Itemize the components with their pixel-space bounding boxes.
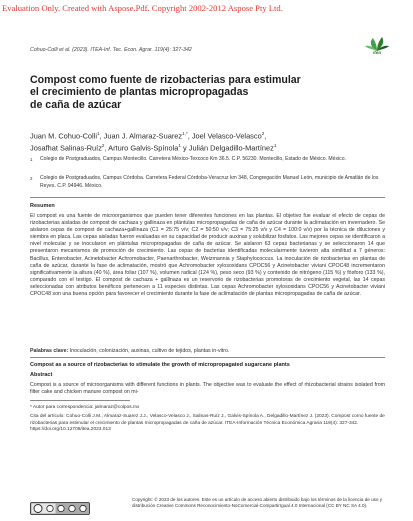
affiliation-2 [30,175,390,190]
abstract-heading: Abstract [30,372,53,378]
keywords-label: Palabras clave: [30,348,69,354]
author-affiliation-mark: 2 [261,131,265,136]
author-name: Joel Velasco-Velasco [191,131,262,141]
author-name: Juan M. Cohuo-Colli [30,131,97,141]
resumen-heading: Resumen [30,203,55,209]
article-title [30,74,370,111]
citation-note: Cita del artículo: Cohuo-Colli J.M., Almaraz-Suarez J.J., Velasco-Velasco J., Salinas-Ruíz J., Galvis-Spínola A., Delgadillo-Martínez J. (2023). Compost como fuente de rizobacterias para estimular el crecimiento de plantas micropropagadas de caña de azúcar. ITEA-Información Técnica Económica Agraria 119(4): 327-342. https://doi.org/10.12706/itea.2023.013 [30,414,385,433]
author-affiliation-mark: 1 [273,142,277,148]
keywords [30,348,385,355]
author-affiliation-mark: 2 [101,142,105,148]
affiliation-text: Colegio de Postgraduados, Campus Montecillo. Carretera México-Texcoco Km 36.5. C.P. 56230. Montecillo, Estado de México. México. [40,156,346,162]
authors-line-2: Josafhat Salinas-Ruíz$^2$, Arturo Galvis-Spínola$^1$ y Julián Delgadillo-Martínez$^1$ [30,142,277,153]
footnote-divider [30,400,130,401]
author-name: Juan J. Almaraz-Suarez [103,131,183,141]
creative-commons-icon [30,502,90,515]
evaluation-watermark: Evaluation Only. Created with Aspose.Pdf. Copyright 2002-2012 Aspose Pty Ltd. [2,3,283,13]
affiliation-number: 2 [30,176,33,181]
keywords-text: Inoculación, colonización, auxinas, cultivo de tejidos, plantas in-vitro. [69,348,230,354]
title-line: Compost como fuente de rizobacterias para estimular [30,74,301,86]
author-list [30,129,390,153]
author-name: Josafhat Salinas-Ruíz [30,143,102,153]
abstract-text: Compost is a source of microorganisms with different functions in plants. The objective was to evaluate the effect of rhizobacterial strains isolated from filter cake and chicken manure compost on mi- [30,382,385,396]
author-affiliation-mark: 1,* [182,131,188,136]
resumen-text: El compost es una fuente de microorganismos que pueden tener diferentes funciones en las plantas. El objetivo fue evaluar el efecto de cepas de rizobacterias aisladas de compost de cachaza y gallinaza en plántulas micropropagadas de caña de azúcar durante la aclimatación en invernadero. Se aislaron cepas de compost de cachaza+gallinaza (C1 = 25:75 v/v; C2 = 50:50 v/v; C3 = 75:25 v/v y C4 = 100:0 v/v) por la técnica de diluciones y siembra en placa. Las cepas aisladas fueron evaluadas en su capacidad de producir auxinas y solubilizar fosfatos. Las mejores cepas se identificaron a nivel molecular y se inocularon en plántulas micropropagadas de caña de azúcar. Se aislaron 63 cepas bacterianas y se seleccionaron 14 que presentaron mecanismos de promoción de crecimiento. Las cepas de bacterias identificadas molecularmente tuvieron alta similitud a 7 géneros: Bacillus, Enterobacter, Acinetobacter Achromobacter, Paenarthrobacter, Weizmannia y Staphylococcus. La inoculación de rizobacterias en plantas de caña de azúcar, durante la fase de aclimatación, mostró que Achromobacter xylosoxidans CPOC56 y Acinetobacter viviani CPOC48 incrementaron significativamente la altura (40 %), área foliar (107 %), volumen radical (124 %), peso seco (93 %) y contenido de nitrógeno (115 %) y fósforo (133 %), comparado con el testigo. El compost de cachaza + gallinaza es un reservorio de rizobacterias promotoras de crecimiento vegetal, las 14 cepas seleccionadas con atributos benéficos pertenecen a 11 especies distintas. Las cepas Achromobacter xylosoxidans CPOC56 y Acinetobacter viviani CPOC48 son una buena opción para favorecer el crecimiento durante la fase de aclimatación de plantas micropropagadas de caña de azúcar. [30,213,385,298]
affiliation-1 [30,156,390,164]
english-title: Compost as a source of rizobacterias to stimulate the growth of micropropagated sugarcane plants [30,362,290,368]
author-name: Arturo Galvis-Spínola [108,143,179,153]
divider [30,357,385,358]
copyright-text: Copyright: © 2023 de los autores. Este es un artículo de acceso abierto distribuido bajo los términos de la licencia de uso y distribución Creative Commons Reconocimiento-NoComercial-CompartirIgual 4.0 Internacional (CC BY NC SA 4.0). [132,497,383,509]
divider [30,197,385,198]
title-line: de caña de azúcar [30,98,122,111]
corresponding-author-note: * Autor para correspondencia: jalmaraz@colpos.mx [30,405,140,410]
authors-line-1: Juan M. Cohuo-Colli$^1$, Juan J. Almaraz-Suarez$^{1,*}$, Joel Velasco-Velasco$^2$, [30,131,267,141]
author-affiliation-mark: 1 [96,131,100,136]
author-affiliation-mark: 1 [178,142,181,148]
logo-text: itea [373,50,381,55]
itea-logo [362,36,392,58]
affiliation-number: 1 [30,157,33,162]
journal-citation: Cohuo-Colli et al. (2023). ITEA-Inf. Tec. Econ. Agrar. 119(4): 327-342 [30,47,192,53]
cc-license-badge [30,502,90,515]
affiliation-text: Colegio de Postgraduados, Campus Córdoba. Carretera Federal Córdoba-Veracruz km 348, Congregación Manuel León, municipio de Amatlán de los Reyes. C.P. 94946. México. [40,175,379,189]
title-line: el crecimiento de plantas micropropagadas [30,86,249,99]
author-name: Julián Delgadillo-Martínez [188,143,274,153]
